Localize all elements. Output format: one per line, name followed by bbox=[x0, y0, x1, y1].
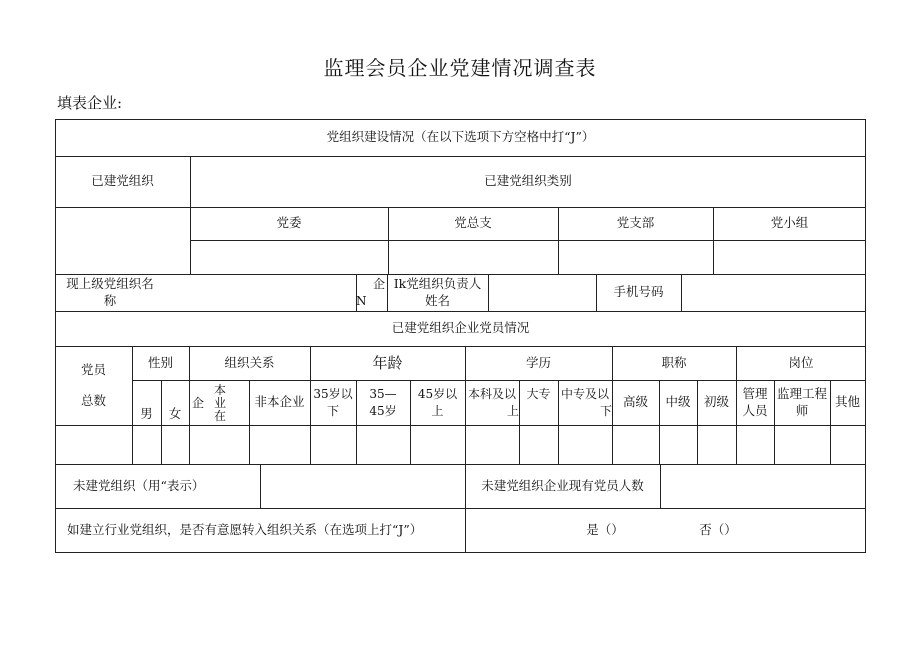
type-group: 党小组 bbox=[770, 215, 809, 231]
education-header: 学历 bbox=[525, 354, 551, 370]
not-built-label: 未建党组织（用“表示） bbox=[73, 477, 205, 493]
company-label bbox=[356, 274, 387, 311]
secondary-header bbox=[558, 380, 612, 425]
section-header: 党组织建设情况（在以下选项下方空格中打“J”） bbox=[326, 129, 595, 145]
responsible-line1: Ik党组织负责人 bbox=[393, 275, 482, 291]
member-total-label bbox=[55, 346, 132, 425]
age-over45-line1: 45岁以 bbox=[417, 387, 458, 402]
bachelor-line1: 本科及以 bbox=[467, 387, 516, 402]
age-under35-line2: 下 bbox=[326, 403, 339, 418]
type-branch: 党支部 bbox=[616, 215, 655, 231]
bachelor-line2: 上 bbox=[506, 403, 519, 418]
manager-line1: 管理 bbox=[742, 385, 768, 401]
in-company-a: 本 bbox=[214, 383, 227, 397]
phone-label: 手机号码 bbox=[613, 284, 664, 300]
built-org-label: 已建党组织 bbox=[91, 173, 154, 189]
title-header: 职称 bbox=[661, 354, 687, 370]
option-yes[interactable]: 是（） bbox=[586, 521, 624, 537]
in-company-b: 企 bbox=[192, 396, 205, 410]
age-35-45-line1: 35— bbox=[369, 387, 397, 402]
in-company-d: 在 bbox=[214, 409, 227, 423]
age-header: 年龄 bbox=[372, 353, 403, 372]
company-line2: N bbox=[356, 293, 367, 308]
superior-org-name-line2: 称 bbox=[103, 292, 117, 308]
age-over45-header bbox=[410, 380, 465, 425]
secondary-line2: 下 bbox=[599, 403, 612, 418]
survey-table bbox=[55, 119, 866, 553]
female-header: 女 bbox=[168, 406, 182, 422]
age-over45-line2: 上 bbox=[431, 403, 444, 418]
responsible-label bbox=[387, 274, 488, 311]
in-company-header bbox=[189, 380, 249, 425]
engineer-header bbox=[774, 380, 830, 425]
responsible-line2: 姓名 bbox=[424, 292, 450, 308]
built-org-type-label: 已建党组织类别 bbox=[484, 173, 572, 189]
age-35-45-header bbox=[356, 380, 410, 425]
not-company-header: 非本企业 bbox=[254, 394, 305, 410]
college-header: 大专 bbox=[526, 387, 551, 401]
page-title: 监理会员企业党建情况调查表 bbox=[323, 56, 597, 80]
manager-line2: 人员 bbox=[742, 402, 768, 418]
option-no[interactable]: 否（） bbox=[699, 521, 737, 537]
age-35-45-line2: 45岁 bbox=[369, 403, 397, 418]
age-under35-line1: 35岁以 bbox=[313, 387, 353, 402]
engineer-line2: 师 bbox=[795, 402, 809, 418]
not-built-members-label: 未建党组织企业现有党员人数 bbox=[481, 477, 644, 493]
transfer-question: 如建立行业党组织，是否有意愿转入组织关系（在选项上打“J”） bbox=[67, 521, 423, 537]
senior-header: 高级 bbox=[622, 394, 648, 410]
member-total-line1: 党员 bbox=[80, 361, 106, 377]
in-company-c: 业 bbox=[214, 396, 227, 410]
fill-company-label: 填表企业: bbox=[57, 94, 123, 112]
company-line1: 企 bbox=[372, 277, 385, 292]
superior-org-name-label bbox=[55, 274, 165, 311]
type-committee: 党委 bbox=[276, 215, 302, 231]
org-relation-header: 组织关系 bbox=[224, 354, 275, 370]
secondary-line1: 中专及以 bbox=[560, 387, 609, 402]
type-general-branch: 党总支 bbox=[454, 215, 492, 231]
engineer-line1: 监理工程 bbox=[776, 385, 827, 401]
junior-header: 初级 bbox=[703, 394, 729, 410]
members-header: 已建党组织企业党员情况 bbox=[391, 320, 530, 336]
manager-header bbox=[736, 380, 774, 425]
middle-header: 中级 bbox=[665, 394, 691, 410]
member-total-line2: 总数 bbox=[80, 392, 106, 408]
age-under35-header bbox=[310, 380, 356, 425]
bachelor-header bbox=[465, 380, 519, 425]
position-header: 岗位 bbox=[788, 354, 814, 370]
other-header: 其他 bbox=[834, 394, 860, 410]
male-header: 男 bbox=[140, 406, 153, 422]
superior-org-name-line1: 现上级党组织名 bbox=[66, 275, 154, 291]
gender-header: 性别 bbox=[147, 354, 173, 370]
